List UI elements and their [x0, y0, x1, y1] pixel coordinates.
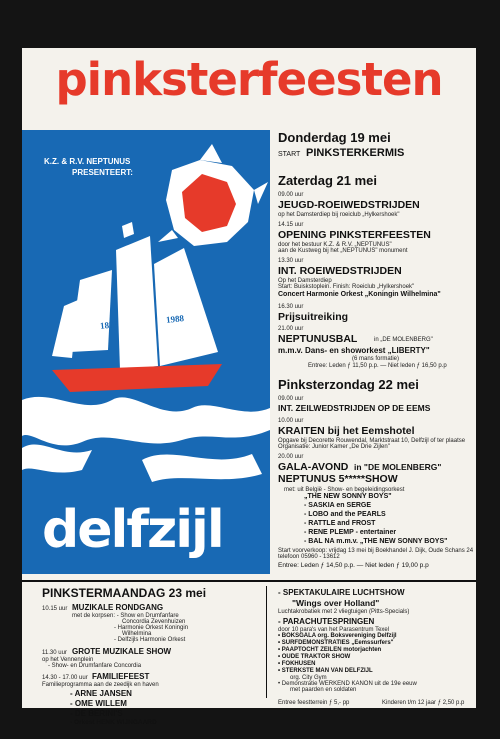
monday-heading: PINKSTERMAANDAG 23 mei — [42, 586, 207, 600]
year-right: 1988 — [165, 313, 185, 325]
event-note: Concordia Zevenhuizen — [122, 619, 186, 625]
event-title: INT. ROEIWEDSTRIJDEN — [278, 265, 402, 277]
event-note: Organisatie: Junior Kamer „De Drie Zijlen" — [278, 444, 390, 450]
event-note: - Show- en Drumfanfare Concordia — [48, 663, 142, 669]
event-note: Familieprogramma aan de zeedijk en haven — [42, 682, 159, 688]
list-item: met paarden en soldaten — [290, 687, 357, 693]
event-note: door het bestuur K.Z. & R.V. „NEPTUNUS" — [278, 242, 392, 248]
event-title: GALA-AVOND — [278, 461, 349, 473]
event-note: Op het Damsterdiep — [278, 278, 332, 284]
year-left: 1876 — [99, 319, 119, 331]
act-line: - Orkest HENK WIJNGAARD — [70, 719, 157, 726]
event-title: GROTE MUZIKALE SHOW — [72, 647, 172, 656]
sunday-heading: Pinksterzondag 22 mei — [278, 377, 419, 392]
city-name: delfzijl — [42, 500, 223, 560]
event-note: - Delfzijls Harmonie Orkest — [114, 637, 186, 643]
waves-icon — [22, 397, 270, 482]
event-time: 09.00 uur — [278, 396, 304, 402]
airshow-subtitle: "Wings over Holland" — [292, 598, 380, 608]
event-time: 10.00 uur — [278, 418, 304, 424]
poster-title: pinksterfeesten — [55, 53, 443, 106]
event-note: m.m.v. Dans- en showorkest „LIBERTY" — [278, 346, 430, 355]
event-note: op het Damsterdiep bij roeiclub „Hylkershoek" — [278, 212, 400, 218]
event-note: Start: Buiskstoplein. Finish: Roeiclub „Hylkershoek" — [278, 284, 415, 290]
hull-icon — [52, 364, 222, 392]
entry-children: Kinderen t/m 12 jaar ƒ 2,50 p.p — [382, 700, 465, 706]
event-time: 14.15 uur — [278, 222, 304, 228]
act-line: „THE NEW SONNY BOYS" — [304, 493, 392, 500]
act-line: - SASKIA en SERGE — [304, 502, 372, 509]
act-line: - OME WILLEM — [70, 699, 127, 708]
act-line: - DE BERINI'S — [70, 709, 123, 718]
act-line: - LOBO and the PEARLS — [304, 511, 386, 518]
start-label: START — [278, 151, 301, 158]
act-line: - BAL NA m.m.v. „THE NEW SONNY BOYS" — [304, 538, 448, 545]
event-time: 14.30 - 17.00 uur — [42, 675, 88, 681]
event-entry: Entree: Leden ƒ 11,50 p.p. — Niet leden ƒ 16,50 p.p — [308, 363, 447, 369]
act-line: - ARNE JANSEN — [70, 689, 132, 698]
event-note: Opgave bij Decorette Rouwendal, Marktstraat 10, Delfzijl of ter plaatse — [278, 438, 466, 444]
event-time: 10.15 uur — [42, 606, 68, 612]
event-title: INT. ZEILWEDSTRIJDEN OP DE EEMS — [278, 403, 431, 413]
act-line: - RENE PLEMP - entertainer — [304, 529, 397, 536]
event-note: - Harmonie Orkest Koningin — [114, 625, 189, 631]
event-title: MUZIKALE RONDGANG — [72, 603, 164, 612]
list-item: • BOKSGALA org. Boksvereniging Delfzijl — [278, 633, 397, 639]
airshow-title: - SPEKTAKULAIRE LUCHTSHOW — [278, 588, 405, 597]
event-time: 13.30 uur — [278, 258, 304, 264]
event-title: KRAITEN bij het Eemshotel — [278, 425, 415, 437]
event-note: Start voorverkoop: vrijdag 13 mei bij Boekhandel J. Dijk, Oude Schans 24 — [278, 548, 474, 554]
event-time: 09.00 uur — [278, 192, 304, 198]
list-item: • PAAPTOCHT ZEILEN motorjachten — [278, 647, 382, 653]
event-title: NEPTUNUSBAL — [278, 333, 358, 345]
event-note: aan de Kustweg bij het „NEPTUNUS" monument — [278, 248, 408, 254]
thursday-heading: Donderdag 19 mei — [278, 130, 391, 145]
act-line: - RATTLE and FROST — [304, 520, 376, 527]
event-note: (6 mans formatie) — [352, 356, 400, 362]
event-note: op het Vennenplein — [42, 657, 94, 663]
list-item: • STERKSTE MAN VAN DELFZIJL — [278, 668, 373, 674]
event-venue: in „DE MOLENBERG" — [374, 337, 433, 343]
divider-vertical — [266, 586, 267, 698]
organizer-name: K.Z. & R.V. NEPTUNUS — [44, 157, 131, 166]
entry-adults: Entree feestterrein ƒ 5,- pp — [278, 700, 350, 706]
list-item: • FOKHUSEN — [278, 661, 316, 667]
event-note: telefoon 05960 - 13612 — [278, 554, 340, 560]
event-title: Prijsuitreiking — [278, 311, 349, 323]
list-item: • OUDE TRAKTOR SHOW — [278, 654, 351, 660]
parachute-note: door 10 para's van het Parasentrum Texel — [278, 627, 390, 633]
act-line: met: uit België - Show- en begeleidingsorkest — [284, 487, 405, 493]
airshow-note: Luchtakrobatiek met 2 vliegtuigen (Pitts-Specials) — [278, 609, 410, 615]
list-item: org. City Gym — [290, 675, 327, 681]
parachute-title: - PARACHUTESPRINGEN — [278, 617, 375, 626]
event-title: JEUGD-ROEIWEDSTRIJDEN — [278, 199, 420, 211]
event-venue: in "DE MOLENBERG" — [354, 462, 442, 472]
event-time: 11.30 uur — [42, 650, 67, 656]
event-note: Wilhelmina — [122, 631, 152, 637]
event-title: OPENING PINKSTERFEESTEN — [278, 229, 431, 241]
thursday-event: PINKSTERKERMIS — [306, 147, 405, 159]
illustration-panel — [22, 130, 270, 574]
event-entry: Entree: Leden ƒ 14,50 p.p. — Niet leden ƒ 19,00 p.p — [278, 562, 429, 569]
event-time: 20.00 uur — [278, 454, 304, 460]
event-time: 16.30 uur — [278, 304, 304, 310]
event-title: NEPTUNUS 5*****SHOW — [278, 473, 398, 485]
organizer-line — [44, 156, 133, 178]
list-item: • Demonstratie WERKEND KANON uit de 19e eeuw — [278, 681, 417, 687]
event-time: 21.00 uur — [278, 326, 304, 332]
divider — [22, 580, 476, 582]
presents-label: PRESENTEERT: — [72, 168, 133, 177]
event-title: FAMILIEFEEST — [92, 672, 150, 681]
saturday-heading: Zaterdag 21 mei — [278, 173, 377, 188]
poster — [22, 48, 476, 726]
list-item: • SURFDEMONSTRATIES „Eemssurfers" — [278, 640, 394, 646]
sun-icon — [158, 144, 268, 246]
event-note: met de korpsen: - Show en Drumfanfare — [72, 613, 179, 619]
event-note: Concert Harmonie Orkest „Koningin Wilhelmina" — [278, 291, 441, 298]
